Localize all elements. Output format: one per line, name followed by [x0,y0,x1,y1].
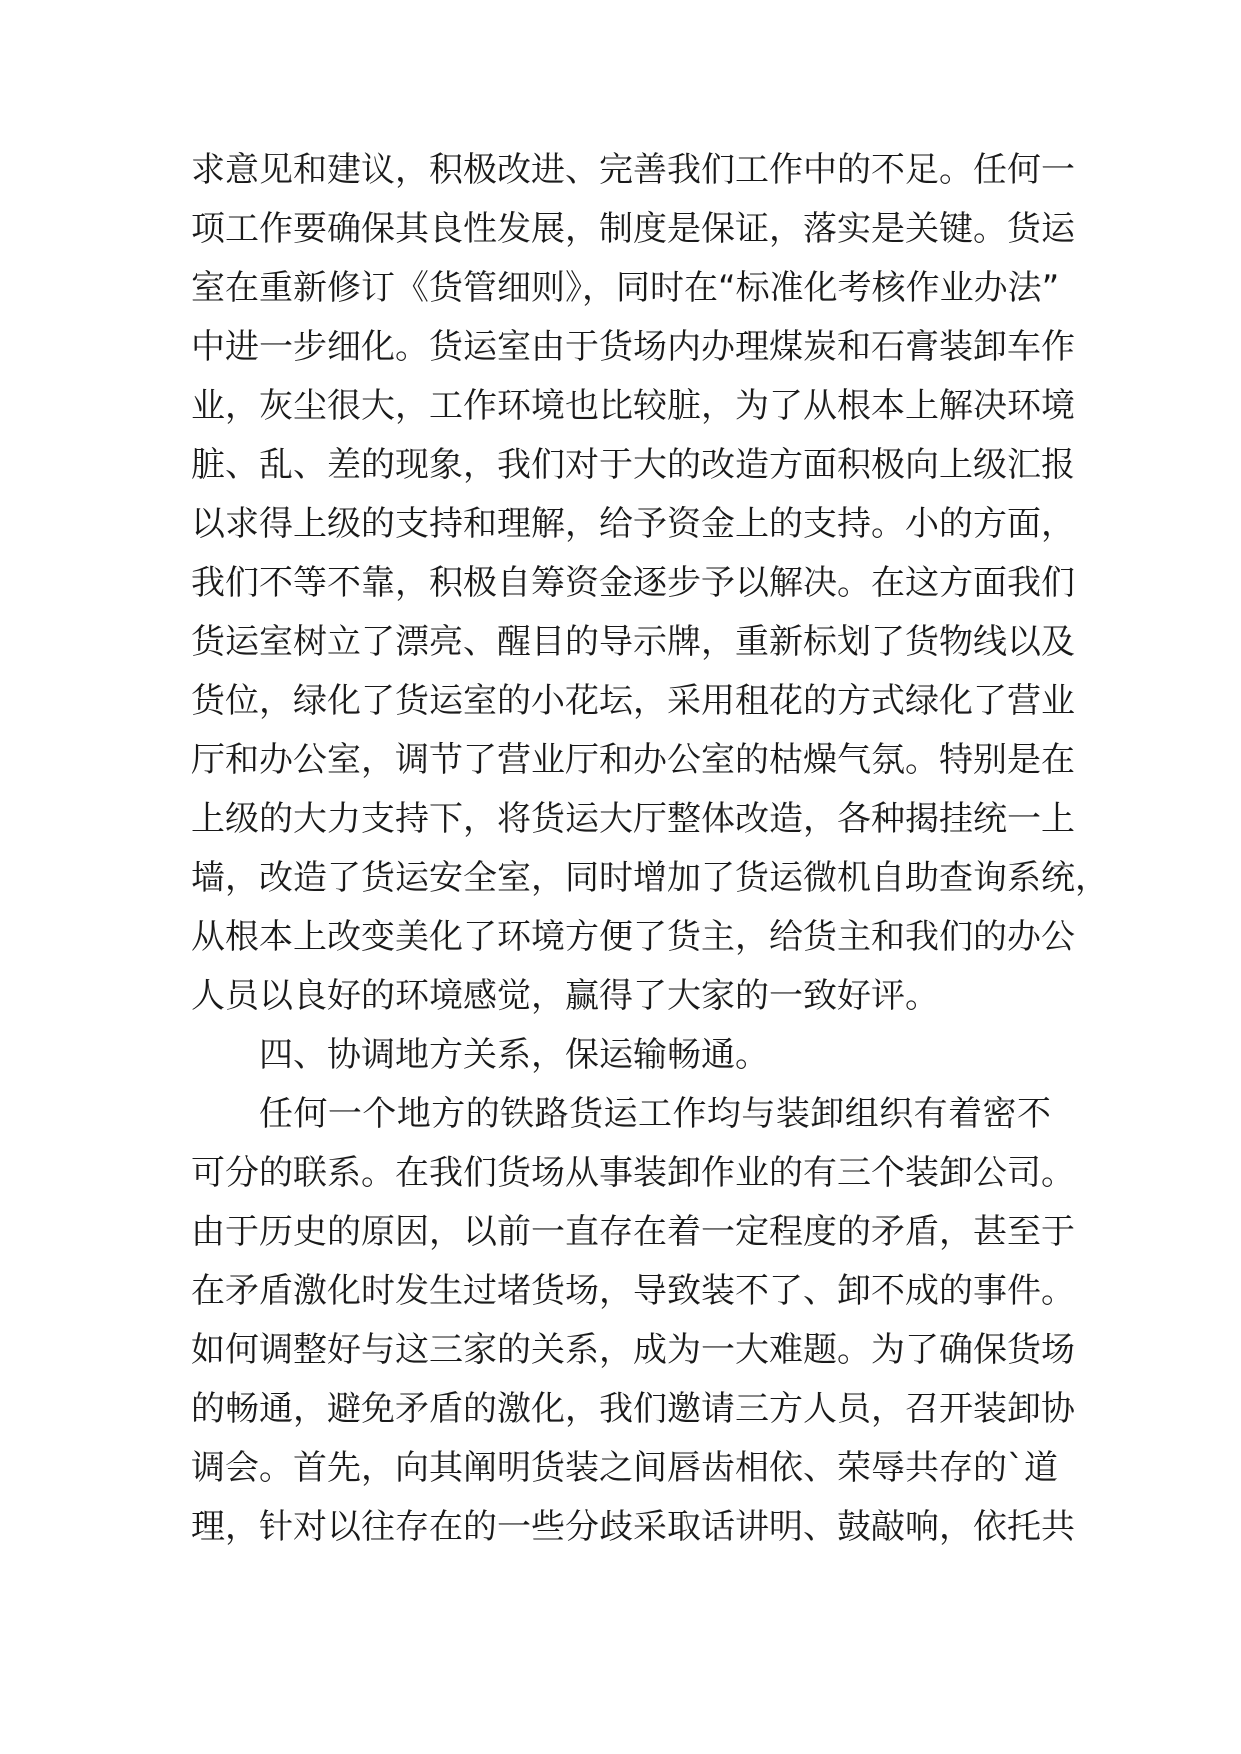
text-line: 任何一个地方的铁路货运工作均与装卸组织有着密不 [259,1094,1051,1134]
text-line: 室在重新修订《货管细则》，同时在“标准化考核作业办法” [191,268,1060,308]
text-line: 由于历史的原因，以前一直存在着一定程度的矛盾，甚至于 [191,1212,1075,1252]
text-line: 的畅通，避免矛盾的激化，我们邀请三方人员，召开装卸协 [191,1389,1075,1429]
text-line: 调会。首先，向其阐明货装之间唇齿相依、荣辱共存的`道 [191,1448,1058,1488]
text-line: 墙，改造了货运安全室，同时增加了货运微机自助查询系统， [191,858,1109,898]
text-line: 以求得上级的支持和理解，给予资金上的支持。小的方面， [191,504,1075,544]
text-line: 从根本上改变美化了环境方便了货主，给货主和我们的办公 [191,917,1075,957]
text-line: 我们不等不靠，积极自筹资金逐步予以解决。在这方面我们 [191,563,1075,603]
text-line: 上级的大力支持下，将货运大厅整体改造，各种揭挂统一上 [191,799,1075,839]
text-line: 货位，绿化了货运室的小花坛，采用租花的方式绿化了营业 [191,681,1075,721]
text-line: 脏、乱、差的现象，我们对于大的改造方面积极向上级汇报 [191,445,1075,485]
text-line: 四、协调地方关系，保运输畅通。 [259,1035,769,1075]
body-text [191,141,1109,1557]
text-line: 中进一步细化。货运室由于货场内办理煤炭和石膏装卸车作 [191,327,1075,367]
text-line: 厅和办公室，调节了营业厅和办公室的枯燥气氛。特别是在 [191,740,1075,780]
text-line: 求意见和建议，积极改进、完善我们工作中的不足。任何一 [191,150,1075,190]
text-line: 人员以良好的环境感觉，赢得了大家的一致好评。 [191,976,939,1016]
text-line: 货运室树立了漂亮、醒目的导示牌，重新标划了货物线以及 [191,622,1075,662]
text-line: 可分的联系。在我们货场从事装卸作业的有三个装卸公司。 [191,1153,1075,1193]
text-line: 项工作要确保其良性发展，制度是保证，落实是关键。货运 [191,209,1075,249]
text-line: 理，针对以往存在的一些分歧采取话讲明、鼓敲响，依托共 [191,1507,1075,1547]
text-line: 在矛盾激化时发生过堵货场，导致装不了、卸不成的事件。 [191,1271,1075,1311]
text-line: 业，灰尘很大，工作环境也比较脏，为了从根本上解决环境 [191,386,1075,426]
text-line: 如何调整好与这三家的关系，成为一大难题。为了确保货场 [191,1330,1075,1370]
